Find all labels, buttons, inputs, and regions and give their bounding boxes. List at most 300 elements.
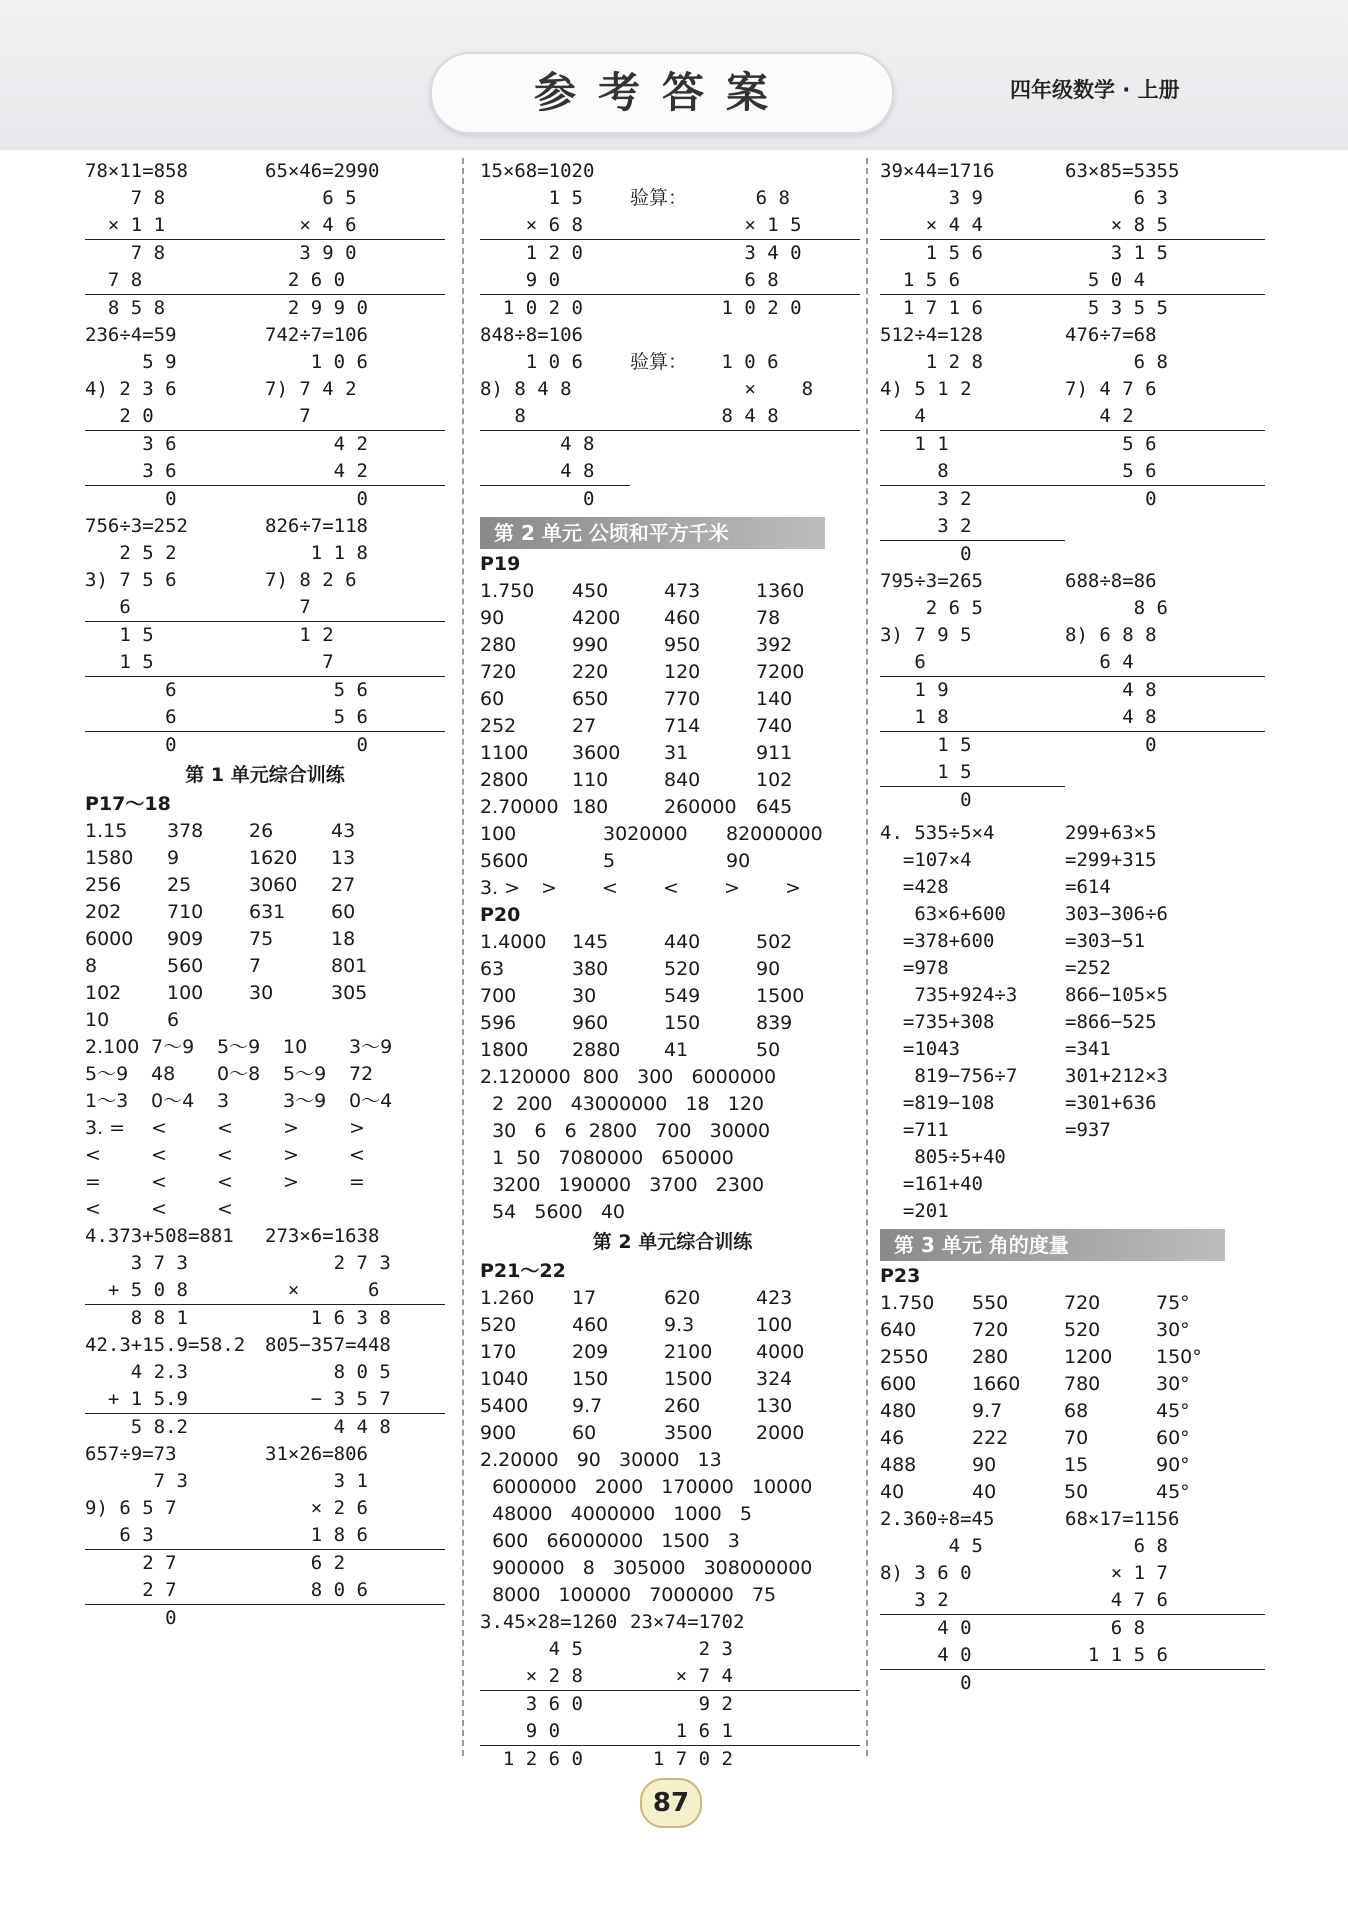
answer-line — [85, 1332, 445, 1359]
answer-value: 5～9 — [283, 1063, 327, 1085]
answer-grid-row — [480, 659, 865, 686]
answer-cell: 7 8 — [85, 187, 166, 209]
answer-cell: 5 8.2 — [85, 1416, 188, 1438]
answer-line — [880, 267, 1300, 295]
answer-value: 15 — [1064, 1454, 1089, 1476]
answer-grid-row — [480, 875, 865, 902]
answer-line — [880, 847, 1300, 874]
answer-grid-row — [85, 1061, 445, 1088]
answer-cell: 39×44=1716 — [880, 160, 995, 182]
answer-line — [85, 567, 445, 594]
answer-column-2 — [480, 158, 865, 1773]
answer-cell: 0 — [85, 488, 177, 510]
answer-cell: 866−105×5 — [1065, 984, 1168, 1006]
answer-value: 170 — [480, 1341, 517, 1363]
answer-grid-row — [85, 845, 445, 872]
answer-value: 1500 — [756, 985, 805, 1007]
answer-cell: 23×74=1702 — [630, 1611, 745, 1633]
answer-line: 2.20000 90 30000 13 — [480, 1449, 722, 1471]
answer-cell: 8) 8 4 8 — [480, 378, 572, 400]
answer-value: 1500 — [664, 1368, 713, 1390]
answer-cell: =819−108 — [880, 1092, 995, 1114]
answer-value: 45° — [1156, 1400, 1190, 1422]
answer-value: 5～9 — [217, 1036, 261, 1058]
answer-value: 30° — [1156, 1373, 1190, 1395]
answer-value: 50 — [756, 1039, 781, 1061]
answer-value: 560 — [167, 955, 204, 977]
answer-cell: 6 5 — [265, 187, 357, 209]
answer-value: 50 — [1064, 1481, 1089, 1503]
answer-line — [480, 1609, 865, 1636]
answer-value: 75° — [1156, 1292, 1190, 1314]
answer-cell: =735+308 — [880, 1011, 995, 1033]
answer-cell: 4) 5 1 2 — [880, 378, 972, 400]
answer-cell: 8 — [480, 403, 630, 431]
answer-value: < — [217, 1171, 233, 1193]
answer-cell: 512÷4=128 — [880, 324, 983, 346]
answer-cell: 2 0 — [85, 403, 265, 431]
answer-cell: 4 8 — [1065, 704, 1265, 732]
answer-cell: 3 2 — [880, 513, 1065, 541]
answer-value: 710 — [167, 901, 204, 923]
page-reference: P19 — [480, 553, 521, 575]
answer-grid-row — [480, 1339, 865, 1366]
answer-value: 900 — [480, 1422, 517, 1444]
answer-cell: × 4 4 — [880, 212, 1065, 240]
answer-value: 9.7 — [572, 1395, 603, 1417]
answer-line — [85, 1577, 445, 1605]
answer-line: 600 66000000 1500 3 — [480, 1530, 740, 1552]
answer-value: 2.100 — [85, 1036, 140, 1058]
answer-value: = — [85, 1171, 101, 1193]
answer-cell — [630, 158, 860, 185]
answer-cell: 7 3 — [85, 1470, 188, 1492]
answer-grid-row — [880, 1479, 1300, 1506]
answer-cell: 1 7 1 6 — [880, 297, 983, 319]
answer-value: 720 — [972, 1319, 1009, 1341]
answer-line — [880, 1063, 1300, 1090]
answer-line — [85, 1386, 445, 1414]
answer-cell: 1 5 — [880, 734, 972, 756]
answer-line — [880, 1144, 1300, 1171]
answer-cell: 735+924÷3 — [880, 984, 1018, 1006]
answer-cell: 5 0 4 — [1065, 267, 1265, 295]
answer-value: < — [85, 1144, 101, 1166]
answer-value: 220 — [572, 661, 609, 683]
answer-value: 5～9 — [85, 1063, 129, 1085]
answer-value: 256 — [85, 874, 122, 896]
answer-cell: 3 6 — [85, 458, 265, 486]
answer-value: 5 — [603, 850, 616, 872]
answer-cell: 3) 7 9 5 — [880, 624, 972, 646]
answer-value: 30 — [249, 982, 274, 1004]
answer-cell: 0 — [85, 1607, 177, 1629]
answer-cell: 8 6 — [1065, 597, 1168, 619]
answer-value: 620 — [664, 1287, 701, 1309]
answer-value: < — [217, 1117, 233, 1139]
answer-value: 460 — [664, 607, 701, 629]
answer-cell: 1 2 8 — [880, 351, 983, 373]
answer-cell: 6 8 — [1065, 1617, 1146, 1639]
answer-line — [85, 1605, 445, 1632]
answer-cell: 3 6 — [85, 433, 177, 455]
answer-line — [880, 185, 1300, 212]
answer-cell: 657÷9=73 — [85, 1443, 177, 1465]
answer-cell: 6 — [85, 704, 265, 732]
answer-line — [85, 1359, 445, 1386]
answer-cell: 795÷3=265 — [880, 570, 983, 592]
answer-cell: 5 6 — [1065, 433, 1157, 455]
answer-line — [85, 1277, 445, 1305]
answer-value: 60 — [331, 901, 356, 923]
page-reference: P23 — [880, 1265, 921, 1287]
answer-line — [85, 1441, 445, 1468]
answer-value: < — [85, 1198, 101, 1220]
answer-cell: 6 — [85, 594, 265, 622]
answer-cell: × 6 — [265, 1277, 445, 1305]
answer-value: 3. = — [85, 1117, 126, 1139]
answer-cell: 63×6+600 — [880, 903, 1006, 925]
answer-cell: 1 5 — [480, 187, 583, 209]
answer-value: 27 — [331, 874, 356, 896]
answer-line — [85, 376, 445, 403]
answer-cell: 7) 8 2 6 — [265, 569, 357, 591]
answer-cell: × 7 4 — [630, 1663, 860, 1691]
answer-cell: 805÷5+40 — [880, 1146, 1006, 1168]
answer-value: 13 — [331, 847, 356, 869]
answer-cell: 验算： 6 8 — [630, 187, 790, 209]
answer-cell: 6 3 — [85, 1522, 265, 1550]
answer-value: 549 — [664, 985, 701, 1007]
answer-value: 252 — [480, 715, 517, 737]
answer-value: > — [541, 877, 557, 899]
answer-cell: 805−357=448 — [265, 1334, 391, 1356]
answer-value: 9 — [167, 847, 180, 869]
answer-line: 54 5600 40 — [480, 1201, 626, 1223]
answer-cell: 8 — [880, 458, 1065, 486]
answer-value: 801 — [331, 955, 368, 977]
answer-cell: 4. 535÷5×4 — [880, 822, 995, 844]
answer-cell — [1065, 787, 1265, 814]
answer-grid-row — [480, 767, 865, 794]
answer-line — [85, 267, 445, 295]
answer-line — [85, 677, 445, 704]
answer-line — [85, 349, 445, 376]
answer-value: > — [724, 877, 740, 899]
answer-line — [880, 376, 1300, 403]
answer-value: 502 — [756, 931, 793, 953]
answer-line — [880, 982, 1300, 1009]
answer-cell: 303−306÷6 — [1065, 903, 1168, 925]
answer-line — [85, 486, 445, 513]
answer-cell: 236÷4=59 — [85, 324, 177, 346]
answer-cell: 1 0 6 — [480, 351, 583, 373]
answer-value: 90 — [972, 1454, 997, 1476]
answer-value: > — [349, 1117, 365, 1139]
answer-cell: 4 2.3 — [85, 1361, 188, 1383]
answer-cell: 1 0 6 — [265, 351, 368, 373]
page-reference: P21～22 — [480, 1260, 566, 1282]
answer-value: 460 — [572, 1314, 609, 1336]
answer-line — [880, 677, 1300, 704]
answer-cell: 301+212×3 — [1065, 1065, 1168, 1087]
answer-line — [880, 240, 1300, 267]
answer-line — [880, 541, 1300, 568]
answer-cell — [265, 1605, 445, 1632]
answer-cell: 1 5 6 — [880, 267, 1065, 295]
answer-value: 7 — [249, 955, 262, 977]
answer-cell: 4 8 — [480, 458, 630, 486]
answer-value: 140 — [756, 688, 793, 710]
answer-value: 46 — [880, 1427, 905, 1449]
answer-value: 1040 — [480, 1368, 529, 1390]
answer-grid-row — [880, 1452, 1300, 1479]
answer-cell: 3 7 3 — [85, 1252, 188, 1274]
answer-cell: × 4 6 — [265, 212, 445, 240]
answer-cell: =299+315 — [1065, 849, 1157, 871]
answer-value: 60 — [480, 688, 505, 710]
answer-line — [85, 1305, 445, 1332]
answer-line — [880, 295, 1300, 322]
answer-grid-row — [85, 1007, 445, 1034]
answer-line — [880, 1560, 1300, 1587]
answer-cell: 3) 7 5 6 — [85, 569, 177, 591]
answer-line — [480, 1663, 865, 1691]
answer-line — [85, 322, 445, 349]
answer-cell: =866−525 — [1065, 1011, 1157, 1033]
answer-grid-row — [880, 1344, 1300, 1371]
answer-cell: 476÷7=68 — [1065, 324, 1157, 346]
answer-value: < — [663, 877, 679, 899]
answer-cell: 1 1 — [880, 433, 949, 455]
answer-line — [85, 185, 445, 212]
answer-value: 770 — [664, 688, 701, 710]
answer-line — [880, 1090, 1300, 1117]
answer-line — [880, 595, 1300, 622]
answer-line — [880, 1670, 1300, 1697]
answer-value: 30° — [1156, 1319, 1190, 1341]
answer-line — [85, 295, 445, 322]
answer-value: 120 — [664, 661, 701, 683]
answer-cell: 31×26=806 — [265, 1443, 368, 1465]
answer-line — [85, 594, 445, 622]
section-heading: 第 1 单元综合训练 — [185, 764, 345, 786]
answer-cell: × 2 6 — [265, 1497, 368, 1519]
answer-cell: 6 4 — [1065, 649, 1265, 677]
answer-line — [880, 568, 1300, 595]
answer-line — [880, 1642, 1300, 1670]
answer-value: 30 — [572, 985, 597, 1007]
answer-cell: 4 2 — [265, 433, 368, 455]
answer-line — [480, 349, 865, 376]
answer-cell: =107×4 — [880, 849, 972, 871]
answer-value: 3600 — [572, 742, 621, 764]
answer-cell: 1 8 6 — [265, 1522, 445, 1550]
answer-cell: 4 — [880, 403, 1065, 431]
answer-value — [249, 1007, 331, 1034]
answer-cell: 2 3 — [630, 1638, 733, 1660]
answer-value: 110 — [572, 769, 609, 791]
answer-cell: 0 — [1065, 488, 1157, 510]
answer-cell: =614 — [1065, 876, 1111, 898]
answer-value: 473 — [664, 580, 701, 602]
answer-value: 550 — [972, 1292, 1009, 1314]
answer-line: 48000 4000000 1000 5 — [480, 1503, 752, 1525]
page-number: 87 — [640, 1778, 702, 1828]
answer-line: 2 200 43000000 18 120 — [480, 1093, 765, 1115]
answer-grid-row — [480, 956, 865, 983]
answer-cell: + 1 5.9 — [85, 1386, 265, 1414]
answer-line — [880, 1117, 1300, 1144]
answer-cell — [1065, 759, 1265, 786]
answer-value: 82000000 — [726, 823, 823, 845]
answer-value: 840 — [664, 769, 701, 791]
answer-value: 600 — [880, 1373, 917, 1395]
answer-cell: 2.360÷8=45 — [880, 1508, 995, 1530]
answer-value: 720 — [1064, 1292, 1101, 1314]
answer-cell: 0 — [1065, 734, 1157, 756]
answer-grid-row — [480, 1393, 865, 1420]
answer-line — [880, 622, 1300, 649]
answer-value: 68 — [1064, 1400, 1089, 1422]
answer-cell: 7) 7 4 2 — [265, 378, 357, 400]
answer-cell: + 5 0 8 — [85, 1277, 265, 1305]
answer-cell: 6 8 — [1065, 351, 1168, 373]
answer-cell: =711 — [880, 1119, 949, 1141]
answer-grid-row — [480, 605, 865, 632]
column-divider — [462, 158, 464, 1756]
answer-value: 209 — [572, 1341, 609, 1363]
answer-line — [85, 158, 445, 185]
answer-value: 60° — [1156, 1427, 1190, 1449]
answer-cell: 65×46=2990 — [265, 160, 380, 182]
answer-cell: 8 0 5 — [265, 1361, 391, 1383]
answer-value: 1620 — [249, 847, 298, 869]
answer-value: 17 — [572, 1287, 597, 1309]
answer-cell: 9 2 — [630, 1693, 733, 1715]
answer-value: 202 — [85, 901, 122, 923]
answer-grid-row — [85, 980, 445, 1007]
book-label: 四年级数学 · 上册 — [1010, 78, 1180, 102]
answer-grid-row — [85, 818, 445, 845]
answer-value: 839 — [756, 1012, 793, 1034]
answer-value: 2800 — [480, 769, 529, 791]
answer-value: 378 — [167, 820, 204, 842]
answer-value: 520 — [664, 958, 701, 980]
answer-cell: =428 — [880, 876, 949, 898]
answer-line — [480, 376, 865, 403]
answer-cell: 7) 4 7 6 — [1065, 378, 1157, 400]
answer-value: 392 — [756, 634, 793, 656]
answer-value: 990 — [572, 634, 609, 656]
answer-cell: 1 5 — [880, 759, 1065, 787]
answer-value: 1.750 — [480, 580, 535, 602]
answer-line — [480, 1691, 865, 1718]
answer-grid-row — [480, 632, 865, 659]
answer-cell: =252 — [1065, 957, 1111, 979]
answer-cell: 4 0 — [880, 1642, 1065, 1670]
answer-value: 3500 — [664, 1422, 713, 1444]
answer-cell — [1065, 1670, 1265, 1697]
answer-line — [85, 458, 445, 486]
answer-grid-row — [480, 1312, 865, 1339]
answer-value: 45° — [1156, 1481, 1190, 1503]
answer-cell: =1043 — [880, 1038, 961, 1060]
answer-line — [85, 1414, 445, 1441]
answer-cell: =341 — [1065, 1038, 1111, 1060]
answer-grid-row — [480, 686, 865, 713]
answer-value — [331, 1007, 413, 1034]
answer-cell: − 3 5 7 — [265, 1386, 445, 1414]
answer-cell: × 1 1 — [85, 212, 265, 240]
answer-value: 7～9 — [151, 1036, 195, 1058]
answer-value: 1.4000 — [480, 931, 547, 953]
answer-value: 100 — [756, 1314, 793, 1336]
answer-value: 8 — [85, 955, 98, 977]
answer-grid-row — [85, 1142, 445, 1169]
answer-value: < — [151, 1198, 167, 1220]
answer-cell: 2 6 5 — [880, 597, 983, 619]
answer-cell: =378+600 — [880, 930, 995, 952]
answer-value: 650 — [572, 688, 609, 710]
answer-line: 1 50 7080000 650000 — [480, 1147, 734, 1169]
answer-grid-row — [480, 983, 865, 1010]
answer-cell: 3 2 — [880, 488, 972, 510]
answer-line — [85, 649, 445, 677]
answer-value: 3. > — [480, 877, 521, 899]
answer-cell: × 2 8 — [480, 1663, 630, 1691]
column-divider — [866, 158, 868, 1756]
answer-cell: 299+63×5 — [1065, 822, 1157, 844]
answer-grid-row — [480, 1420, 865, 1447]
answer-value: 7200 — [756, 661, 805, 683]
answer-line — [880, 431, 1300, 458]
answer-cell: 4) 2 3 6 — [85, 378, 177, 400]
answer-line — [85, 431, 445, 458]
answer-cell: × 8 5 — [1065, 212, 1265, 240]
answer-line — [85, 212, 445, 240]
answer-value: 780 — [1064, 1373, 1101, 1395]
answer-line — [85, 240, 445, 267]
answer-value: 3 — [217, 1090, 230, 1112]
answer-line — [880, 955, 1300, 982]
answer-line — [880, 787, 1300, 814]
answer-cell — [630, 486, 860, 513]
answer-value: 27 — [572, 715, 597, 737]
answer-cell: 9 0 — [480, 267, 630, 295]
answer-value: < — [151, 1117, 167, 1139]
answer-line — [480, 486, 865, 513]
answer-grid-row — [480, 848, 865, 875]
answer-value: 2100 — [664, 1341, 713, 1363]
answer-value: 305 — [331, 982, 368, 1004]
answer-value: 43 — [331, 820, 356, 842]
answer-value: 90 — [726, 850, 751, 872]
answer-grid-row — [480, 713, 865, 740]
answer-line — [880, 1615, 1300, 1642]
answer-line — [880, 458, 1300, 486]
answer-cell: 8 8 1 — [85, 1307, 188, 1329]
answer-cell: 8 5 8 — [85, 297, 166, 319]
answer-cell: 2 9 9 0 — [265, 297, 368, 319]
answer-grid-row — [880, 1317, 1300, 1344]
answer-line — [85, 513, 445, 540]
answer-value: 720 — [480, 661, 517, 683]
answer-line — [880, 403, 1300, 431]
answer-grid-row — [85, 953, 445, 980]
answer-cell: 0 — [880, 543, 972, 565]
answer-line — [880, 1198, 1300, 1225]
